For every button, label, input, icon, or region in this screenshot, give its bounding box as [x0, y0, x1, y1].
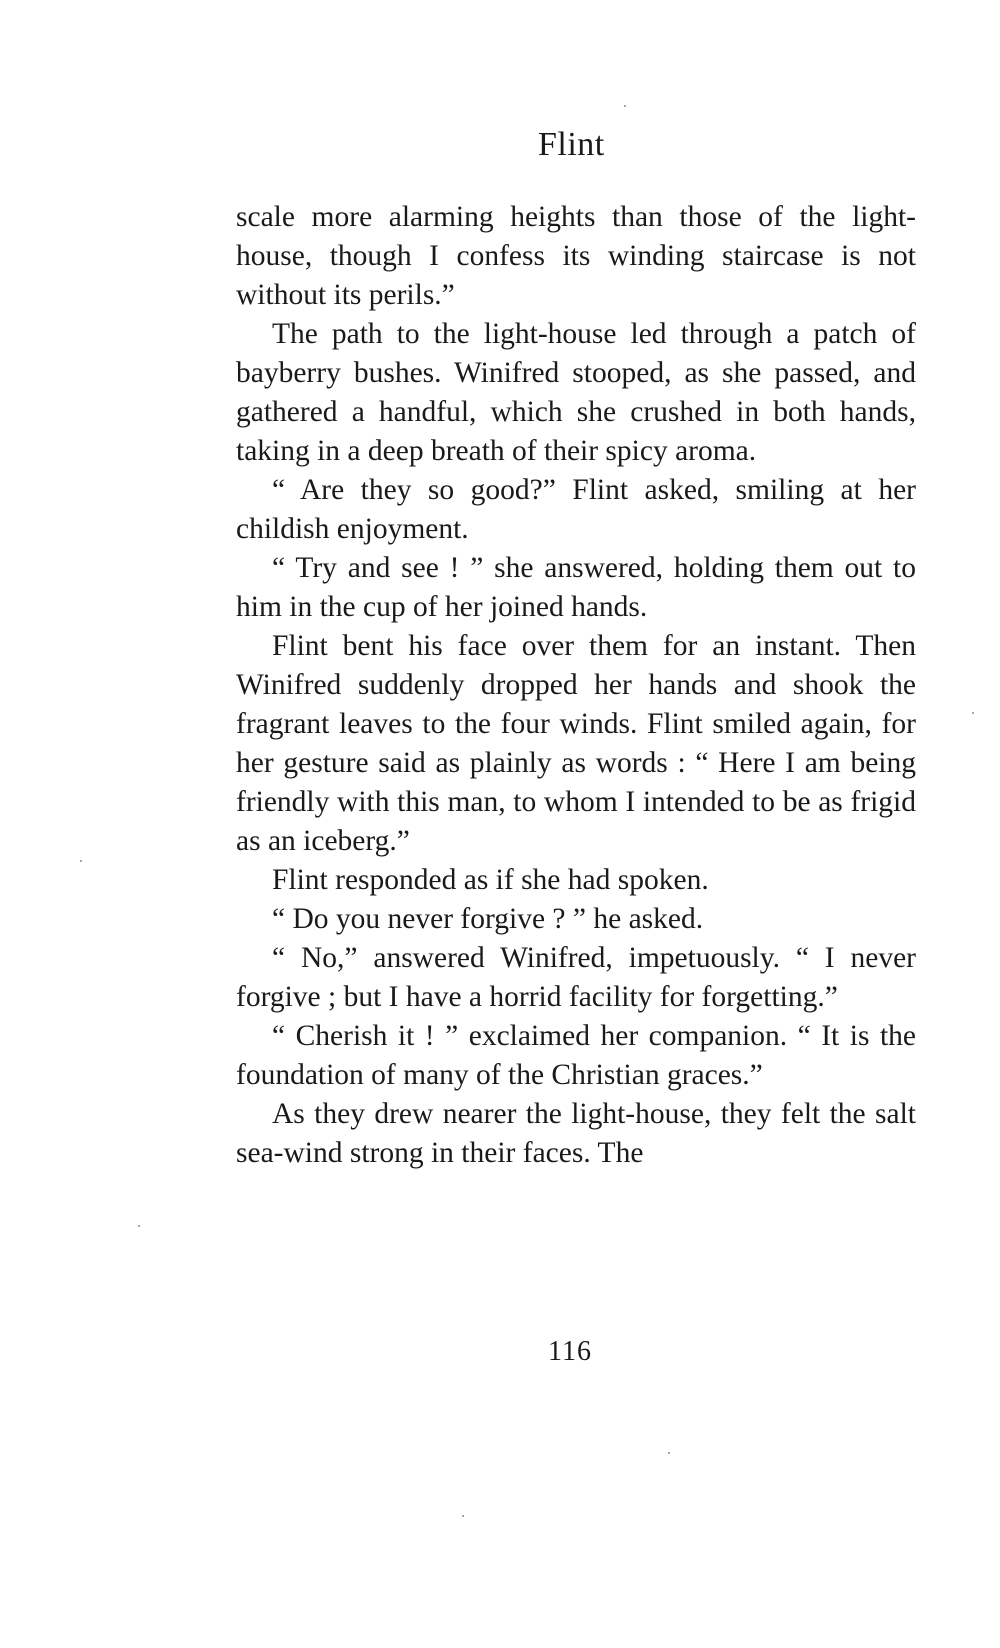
paragraph: “ No,” answered Winifred, impetuously. “ I never forgive ; but I have a horrid facility for forgetting.”	[236, 942, 916, 1013]
scan-speck	[972, 712, 974, 714]
paragraph: “ Do you never forgive ? ” he asked.	[272, 903, 704, 935]
paragraph: “ Cherish it ! ” exclaimed her companion. “ It is the foundation of many of the Christian graces.”	[236, 1020, 916, 1091]
page-number-value: 116	[548, 1336, 592, 1367]
paragraph: “ Try and see ! ” she answered, holding them out to him in the cup of her joined hands.	[236, 552, 916, 623]
paragraph: scale more alarming heights than those of the light-house, though I confess its winding staircase is not without its perils.”	[236, 201, 916, 311]
paragraph: Flint responded as if she had spoken.	[272, 864, 709, 896]
scan-speck	[462, 1515, 464, 1517]
scan-speck	[624, 105, 626, 107]
paragraph: Flint bent his face over them for an instant. Then Winifred suddenly dropped her hands and shook the fragrant leaves to the four winds. Flint smiled again, for her gesture said as plainly as words : “ Here I am being friendly with this man, to whom I intended to be as frigid as an iceberg.”	[236, 630, 916, 857]
scan-speck	[138, 1225, 140, 1227]
scan-speck	[80, 860, 82, 862]
paragraph: “ Are they so good?” Flint asked, smiling at her childish enjoyment.	[236, 474, 916, 545]
running-head-title: Flint	[538, 126, 605, 163]
scan-speck	[668, 1452, 670, 1454]
paragraph: As they drew nearer the light-house, they felt the salt sea-wind strong in their faces. The	[236, 1098, 916, 1169]
page-number	[0, 1336, 1000, 1368]
paragraph: The path to the light-house led through a patch of bayberry bushes. Winifred stooped, as she passed, and gathered a handful, which she crushed in both hands, taking in a deep breath of their spicy aroma.	[236, 318, 916, 467]
running-head	[0, 126, 1000, 164]
body-text	[236, 198, 916, 1173]
